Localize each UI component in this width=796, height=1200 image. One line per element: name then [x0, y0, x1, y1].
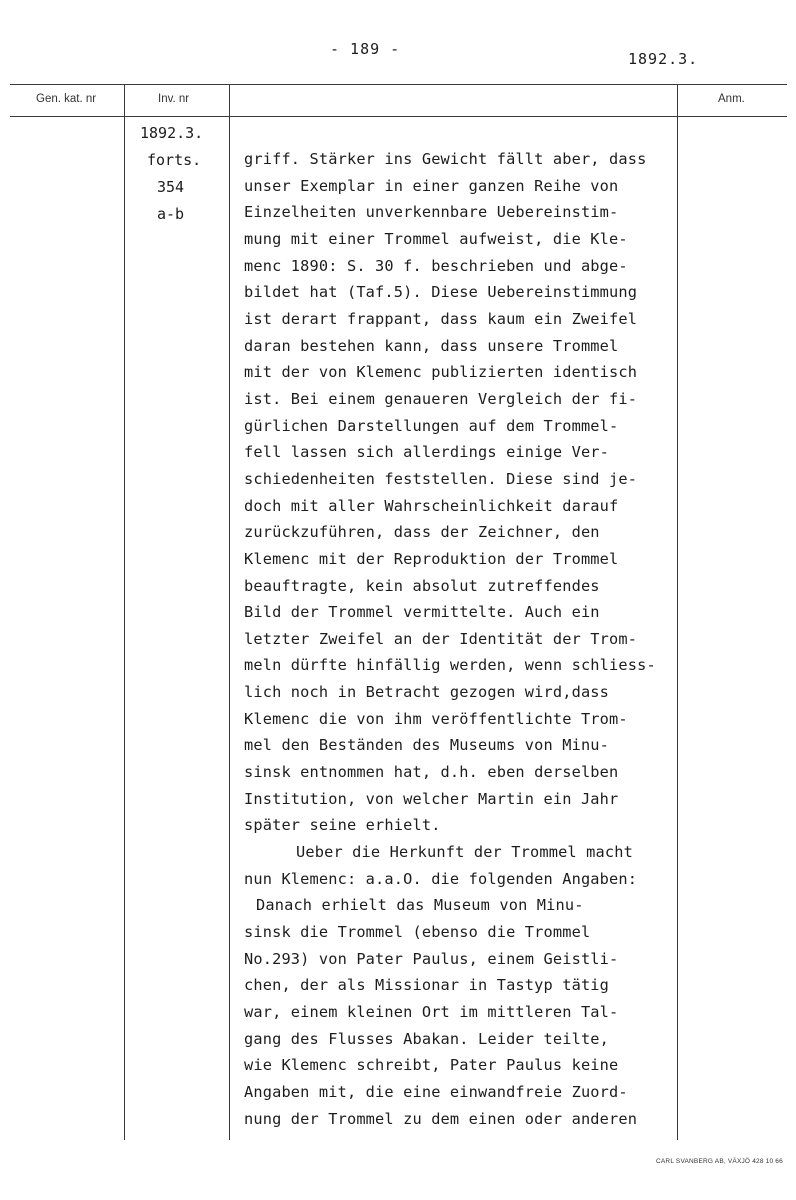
- text-line: Angaben mit, die eine einwandfreie Zuord-: [244, 1082, 628, 1101]
- paragraph-start-line: Danach erhielt das Museum von Minu-: [256, 896, 584, 915]
- column-header-gen-kat-nr: Gen. kat. nr: [36, 93, 97, 105]
- text-line: unser Exemplar in einer ganzen Reihe von: [244, 176, 619, 195]
- text-line: Einzelheiten unverkennbare Uebereinstim-: [244, 203, 619, 222]
- text-line: ist derart frappant, dass kaum ein Zweifel: [244, 309, 638, 328]
- text-line: wie Klemenc schreibt, Pater Paulus keine: [244, 1056, 619, 1075]
- text-line: mung mit einer Trommel aufweist, die Kle-: [244, 229, 628, 248]
- column-divider-inv: [229, 84, 230, 1140]
- inventory-item-parts: a-b: [157, 205, 185, 223]
- text-line: später seine erhielt.: [244, 816, 441, 835]
- text-line: Klemenc die von ihm veröffentlichte Trom-: [244, 709, 628, 728]
- text-line: beauftragte, kein absolut zutreffendes: [244, 576, 600, 595]
- text-line: lich noch in Betracht gezogen wird,dass: [244, 683, 610, 702]
- text-line: gürlichen Darstellungen auf dem Trommel-: [244, 416, 619, 435]
- text-line: sinsk entnommen hat, d.h. eben derselben: [244, 763, 619, 782]
- text-line: nun Klemenc: a.a.O. die folgenden Angaben:: [244, 869, 638, 888]
- text-line: fell lassen sich allerdings einige Ver-: [244, 443, 610, 462]
- text-line: schiedenheiten feststellen. Diese sind je-: [244, 469, 638, 488]
- text-line: menc 1890: S. 30 f. beschrieben und abge-: [244, 256, 628, 275]
- page-number: - 189 -: [330, 40, 401, 58]
- text-line: mel den Beständen des Museums von Minu-: [244, 736, 610, 755]
- text-line: Institution, von welcher Martin ein Jahr: [244, 789, 619, 808]
- inventory-item-number: 354: [157, 178, 185, 196]
- text-line: daran bestehen kann, dass unsere Trommel: [244, 336, 619, 355]
- header-bottom-rule: [10, 116, 787, 117]
- printer-mark: CARL SVANBERG AB, VÄXJÖ 428 10 66: [656, 1158, 783, 1165]
- body-text: [244, 146, 714, 1132]
- text-line: griff. Stärker ins Gewicht fällt aber, dass: [244, 150, 647, 168]
- text-line: doch mit aller Wahrscheinlichkeit darauf: [244, 496, 619, 515]
- text-line: ist. Bei einem genaueren Vergleich der fi-: [244, 389, 638, 408]
- text-line: letzter Zweifel an der Identität der Trom-: [244, 629, 638, 648]
- text-line: zurückzuführen, dass der Zeichner, den: [244, 523, 600, 542]
- paragraph-start-line: Ueber die Herkunft der Trommel macht: [296, 843, 633, 862]
- column-header-inv-nr: Inv. nr: [158, 93, 190, 105]
- text-line: chen, der als Missionar in Tastyp tätig: [244, 976, 610, 995]
- column-divider-gen-kat: [124, 84, 125, 1140]
- text-line: war, einem kleinen Ort im mittleren Tal-: [244, 1003, 619, 1021]
- text-line: meln dürfte hinfällig werden, wenn schliess-: [244, 656, 656, 675]
- text-line: nung der Trommel zu dem einen oder anderen: [244, 1109, 638, 1128]
- text-line: gang des Flusses Abakan. Leider teilte,: [244, 1029, 610, 1048]
- table-top-rule: [10, 84, 787, 85]
- text-line: No.293) von Pater Paulus, einem Geistli-: [244, 949, 619, 968]
- text-line: sinsk die Trommel (ebenso die Trommel: [244, 923, 591, 942]
- document-reference: 1892.3.: [628, 50, 699, 68]
- text-line: bildet hat (Taf.5). Diese Uebereinstimmung: [244, 283, 638, 302]
- column-header-anm: Anm.: [718, 93, 745, 105]
- text-line: Bild der Trommel vermittelte. Auch ein: [244, 603, 600, 622]
- text-line: Klemenc mit der Reproduktion der Trommel: [244, 549, 619, 568]
- inventory-number: 1892.3.: [140, 124, 204, 142]
- inventory-continued: forts.: [147, 151, 202, 169]
- text-line: mit der von Klemenc publizierten identisch: [244, 363, 638, 382]
